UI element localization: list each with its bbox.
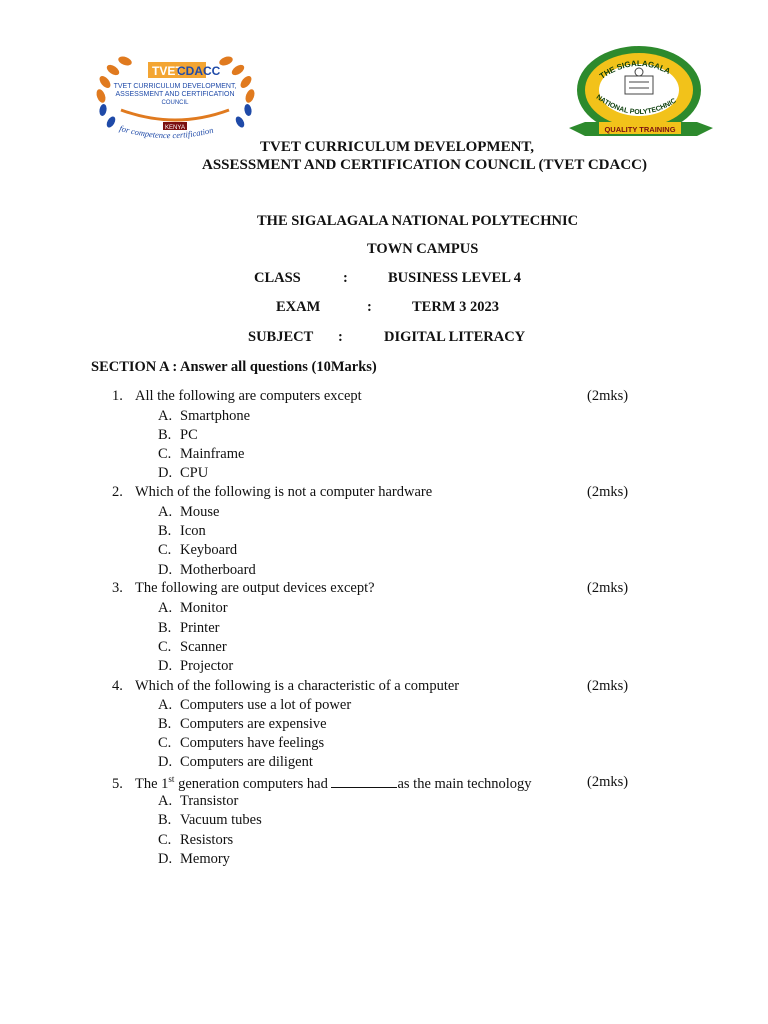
svg-text:NATIONAL POLYTECHNIC: NATIONAL POLYTECHNIC xyxy=(594,93,678,117)
option-5a: A. Transistor xyxy=(158,793,239,809)
option-3c: C. Scanner xyxy=(158,639,227,655)
option-5b: B. Vacuum tubes xyxy=(158,812,262,828)
option-1a: A. Smartphone xyxy=(158,408,251,424)
logo-left-cdacc: CDACC xyxy=(177,64,221,78)
option-1d: D. CPU xyxy=(158,465,209,481)
option-2c: C. Keyboard xyxy=(158,542,238,558)
question-2: 2. Which of the following is not a computer hardware xyxy=(112,484,433,500)
svg-text:for competence certification: for competence certification xyxy=(118,122,215,141)
exam-value: TERM 3 2023 xyxy=(412,299,499,315)
subject-value: DIGITAL LITERACY xyxy=(384,329,526,345)
question-1-marks: (2mks) xyxy=(587,388,629,404)
class-label: CLASS xyxy=(254,270,301,286)
exam-label: EXAM xyxy=(276,299,321,315)
logo-left-tvet: TVET xyxy=(152,64,183,78)
campus-name: TOWN CAMPUS xyxy=(367,241,479,257)
option-4b: B. Computers are expensive xyxy=(158,716,327,732)
subject-colon: : xyxy=(338,329,343,345)
svg-text:COUNCIL: COUNCIL xyxy=(161,100,189,106)
ordinal-suffix: st xyxy=(168,774,175,784)
question-4-marks: (2mks) xyxy=(587,678,629,694)
exam-colon: : xyxy=(367,299,372,315)
question-2-marks: (2mks) xyxy=(587,484,629,500)
option-1c: C. Mainframe xyxy=(158,446,245,462)
option-3a: A. Monitor xyxy=(158,600,228,616)
svg-text:QUALITY TRAINING: QUALITY TRAINING xyxy=(604,125,676,134)
question-5-marks: (2mks) xyxy=(587,774,629,790)
svg-text:THE SIGALAGALA: THE SIGALAGALA xyxy=(597,58,672,81)
option-3b: B. Printer xyxy=(158,620,220,636)
council-line-1: TVET CURRICULUM DEVELOPMENT, xyxy=(260,139,535,155)
option-5c: C. Resistors xyxy=(158,832,234,848)
question-3-marks: (2mks) xyxy=(587,580,629,596)
question-3: 3. The following are output devices except? xyxy=(112,580,375,596)
svg-text:KENYA: KENYA xyxy=(165,125,185,131)
class-colon: : xyxy=(343,270,348,286)
question-5: 5. The 1st generation computers had as the main technology xyxy=(112,774,532,792)
sigalagala-polytechnic-logo xyxy=(565,44,717,144)
question-1: 1. All the following are computers except xyxy=(112,388,362,404)
answer-blank xyxy=(331,774,397,788)
option-3d: D. Projector xyxy=(158,658,234,674)
tvet-cdacc-logo xyxy=(93,48,258,148)
option-5d: D. Memory xyxy=(158,851,230,867)
subject-label: SUBJECT xyxy=(248,329,314,345)
option-2d: D. Motherboard xyxy=(158,562,256,578)
svg-text:ASSESSMENT AND CERTIFICATION: ASSESSMENT AND CERTIFICATION xyxy=(115,91,235,98)
council-line-2: ASSESSMENT AND CERTIFICATION COUNCIL (TVET CDACC) xyxy=(202,157,647,173)
question-4: 4. Which of the following is a characteristic of a computer xyxy=(112,678,460,694)
option-1b: B. PC xyxy=(158,427,198,443)
option-2a: A. Mouse xyxy=(158,504,220,520)
institution-name: THE SIGALAGALA NATIONAL POLYTECHNIC xyxy=(257,213,579,229)
class-value: BUSINESS LEVEL 4 xyxy=(388,270,521,286)
option-4a: A. Computers use a lot of power xyxy=(158,697,352,713)
option-4d: D. Computers are diligent xyxy=(158,754,313,770)
option-4c: C. Computers have feelings xyxy=(158,735,325,751)
section-title: SECTION A : Answer all questions (10Marks) xyxy=(91,359,377,375)
svg-text:TVET CURRICULUM DEVELOPMENT,: TVET CURRICULUM DEVELOPMENT, xyxy=(113,83,237,90)
option-2b: B. Icon xyxy=(158,523,206,539)
